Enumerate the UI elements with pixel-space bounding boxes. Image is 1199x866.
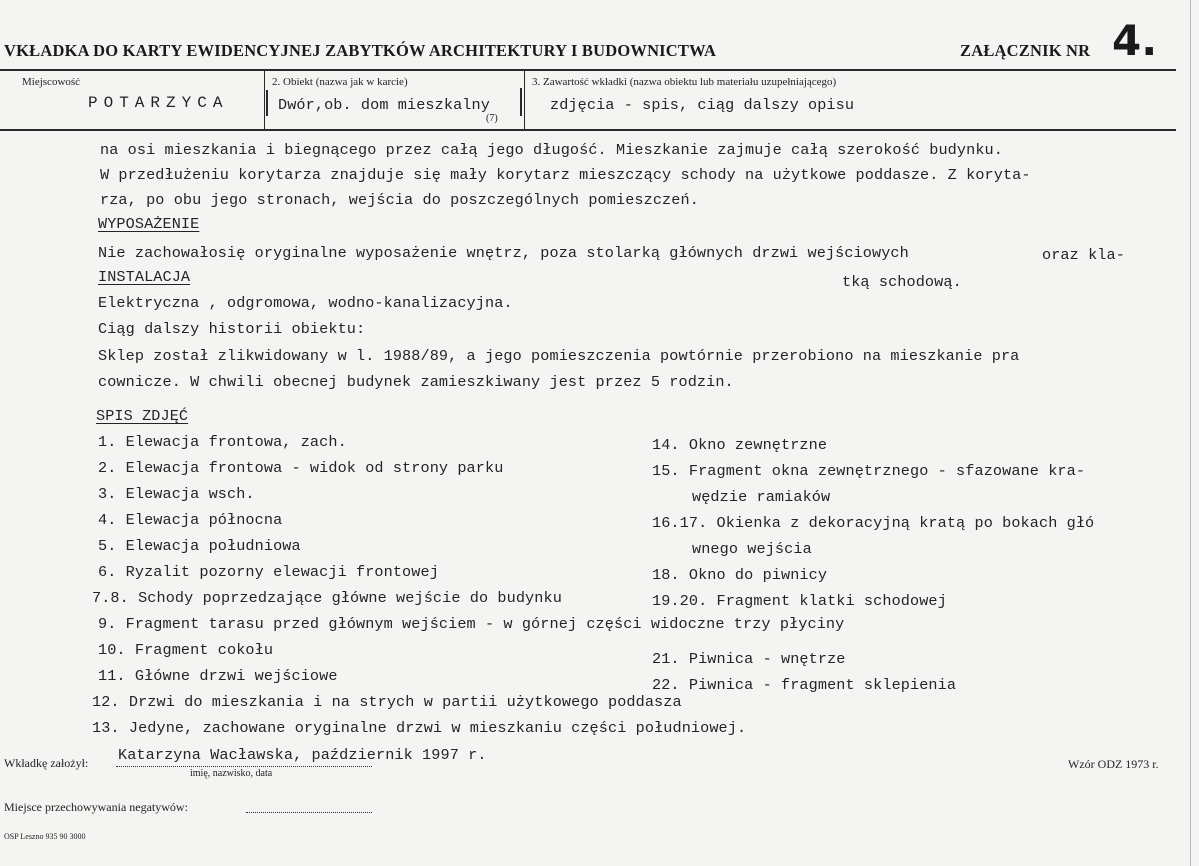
photo-item-22: 22. Piwnica - fragment sklepienia	[652, 676, 957, 694]
photo-item-19-20: 19.20. Fragment klatki schodowej	[652, 592, 947, 610]
history-heading: Ciąg dalszy historii obiektu:	[98, 320, 366, 338]
body-line-3: rza, po obu jego stronach, wejścia do poszczególnych pomieszczeń.	[100, 191, 699, 209]
photo-item-1: 1. Elewacja frontowa, zach.	[98, 433, 347, 451]
photos-heading: SPIS ZDJĘĆ	[96, 407, 189, 425]
body-line-2: W przedłużeniu korytarza znajduje się mały korytarz mieszczący schody na użytkowe poddasze. Z koryta-	[100, 166, 1031, 184]
attachment-label: ZAŁĄCZNIK NR	[960, 41, 1091, 60]
body-line-1: na osi mieszkania i biegnącego przez całą jego długość. Mieszkanie zajmuje całą szerokość budynku.	[100, 141, 1003, 159]
author-label: Wkładkę założył:	[4, 756, 89, 770]
printer-info: OSP Leszno 935 90 3000	[4, 832, 86, 841]
equipment-line-1: Nie zachowałosię oryginalne wyposażenie wnętrz, poza stolarką głównych drzwi wejściowych	[98, 244, 909, 262]
photo-item-14: 14. Okno zewnętrzne	[652, 436, 828, 454]
photo-item-15-cont: wędzie ramiaków	[692, 488, 831, 506]
header-divider-1	[264, 70, 265, 130]
author-line	[116, 766, 372, 767]
equipment-line-2: tką schodową.	[842, 273, 962, 291]
photo-item-12: 12. Drzwi do mieszkania i na strych w partii użytkowego poddasza	[92, 693, 682, 711]
field1-label: Miejscowość	[22, 76, 81, 88]
heading-installation: INSTALACJA	[98, 268, 191, 286]
photo-item-10: 10. Fragment cokołu	[98, 641, 274, 659]
field2-note: (7)	[486, 113, 498, 124]
handwritten-divider-1	[266, 90, 268, 116]
form-title: VKŁADKA DO KARTY EWIDENCYJNEJ ZABYTKÓW ARCHITEKTURY I BUDOWNICTWA	[4, 41, 717, 60]
photo-item-11: 11. Główne drzwi wejściowe	[98, 667, 338, 685]
field2-label: 2. Obiekt (nazwa jak w karcie)	[272, 76, 408, 88]
photo-item-4: 4. Elewacja północna	[98, 511, 283, 529]
heading-equipment: WYPOSAŻENIE	[98, 215, 200, 233]
photo-item-13: 13. Jedyne, zachowane oryginalne drzwi w mieszkaniu części południowej.	[92, 719, 747, 737]
page-edge	[1190, 0, 1191, 866]
photo-item-9: 9. Fragment tarasu przed głównym wejściem - w górnej części widoczne trzy płyciny	[98, 615, 845, 633]
photo-item-21: 21. Piwnica - wnętrze	[652, 650, 846, 668]
photo-item-6: 6. Ryzalit pozorny elewacji frontowej	[98, 563, 439, 581]
header-divider-2	[524, 70, 525, 130]
photo-item-18: 18. Okno do piwnicy	[652, 566, 828, 584]
field1-value: POTARZYCA	[88, 94, 229, 112]
handwritten-divider-2	[520, 88, 522, 116]
photo-item-16-17-cont: wnego wejścia	[692, 540, 812, 558]
photo-item-15: 15. Fragment okna zewnętrznego - sfazowane kra-	[652, 462, 1086, 480]
equipment-line-1-end: oraz kla-	[1042, 246, 1125, 264]
header-rule-top	[0, 69, 1176, 71]
storage-label: Miejsce przechowywania negatywów:	[4, 800, 188, 814]
form-version: Wzór ODZ 1973 r.	[1068, 757, 1159, 771]
installation-line: Elektryczna , odgromowa, wodno-kanalizacyjna.	[98, 294, 513, 312]
field3-value: zdjęcia - spis, ciąg dalszy opisu	[550, 96, 855, 114]
field3-label: 3. Zawartość wkładki (nazwa obiektu lub materiału uzupełniającego)	[532, 76, 837, 88]
field2-value: Dwór,ob. dom mieszkalny	[278, 96, 490, 114]
header-rule-bottom	[0, 129, 1176, 131]
photo-item-7-8: 7.8. Schody poprzedzające główne wejście do budynku	[92, 589, 562, 607]
author-value: Katarzyna Wacławska, październik 1997 r.	[118, 746, 487, 764]
attachment-number: 4.	[1112, 16, 1158, 65]
storage-line	[246, 812, 372, 813]
history-line-2: cownicze. W chwili obecnej budynek zamieszkiwany jest przez 5 rodzin.	[98, 373, 734, 391]
history-line-1: Sklep został zlikwidowany w l. 1988/89, a jego pomieszczenia powtórnie przerobiono na mieszkanie pra	[98, 347, 1020, 365]
photo-item-3: 3. Elewacja wsch.	[98, 485, 255, 503]
photo-item-16-17: 16.17. Okienka z dekoracyjną kratą po bokach głó	[652, 514, 1095, 532]
author-caption: imię, nazwisko, data	[190, 768, 273, 779]
photo-item-2: 2. Elewacja frontowa - widok od strony parku	[98, 459, 504, 477]
photo-item-5: 5. Elewacja południowa	[98, 537, 301, 555]
